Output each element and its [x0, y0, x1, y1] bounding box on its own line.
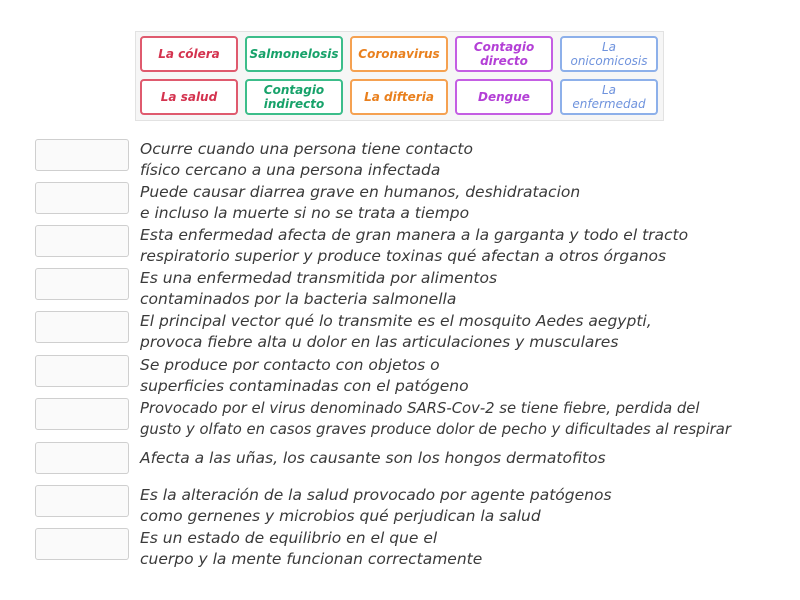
drop-slot[interactable]: [35, 528, 129, 560]
description-text: Ocurre cuando una persona tiene contacto físico cercano a una persona infectada: [140, 140, 473, 179]
tile-label: La salud: [160, 90, 218, 104]
tile-la-difteria[interactable]: [350, 79, 448, 115]
match-row: [35, 442, 795, 476]
match-row: [35, 311, 795, 351]
drop-slot[interactable]: [35, 225, 129, 257]
match-row: [35, 268, 795, 308]
tile-contagio-indirecto[interactable]: [245, 79, 343, 115]
tile-label: Dengue: [478, 90, 530, 104]
description-text: Es un estado de equilibrio en el que el cuerpo y la mente funcionan correctamente: [140, 529, 483, 568]
description-text: Es una enfermedad transmitida por alimentos contaminados por la bacteria salmonella: [140, 269, 498, 308]
drop-slot[interactable]: [35, 311, 129, 343]
drop-slot[interactable]: [35, 442, 129, 474]
tile-la-onicomicosis[interactable]: [560, 36, 658, 72]
tile-dengue[interactable]: [455, 79, 553, 115]
description-text: Es la alteración de la salud provocado por agente patógenos como gernenes y microbios qué perjudican la salud: [140, 486, 612, 525]
tile-la-salud[interactable]: [140, 79, 238, 115]
tile-label: La cólera: [158, 47, 220, 61]
tile-label: Contagio directo: [473, 40, 535, 68]
drop-slot[interactable]: [35, 398, 129, 430]
description-text: El principal vector qué lo transmite es el mosquito Aedes aegypti, provoca fiebre alta u dolor en las articulaciones y musculares: [140, 312, 652, 351]
description-text: Esta enfermedad afecta de gran manera a la garganta y todo el tracto respiratorio superior y produce toxinas qué afectan a otros órganos: [140, 226, 689, 265]
word-bank: [135, 31, 664, 121]
tile-label: La onicomicosis: [570, 40, 648, 68]
drop-slot[interactable]: [35, 182, 129, 214]
drop-slot[interactable]: [35, 355, 129, 387]
match-row: [35, 355, 795, 395]
tile-salmonelosis[interactable]: [245, 36, 343, 72]
drop-slot[interactable]: [35, 139, 129, 171]
drop-slot[interactable]: [35, 485, 129, 517]
tile-label: Contagio indirecto: [263, 83, 325, 111]
tile-contagio-directo[interactable]: [455, 36, 553, 72]
match-row: [35, 398, 795, 438]
tile-la-colera[interactable]: [140, 36, 238, 72]
description-text: Se produce por contacto con objetos o superficies contaminadas con el patógeno: [140, 356, 469, 395]
match-row: [35, 485, 795, 525]
tile-label: La difteria: [364, 90, 434, 104]
tile-la-enfermedad[interactable]: [560, 79, 658, 115]
match-row: [35, 225, 795, 265]
drop-slot[interactable]: [35, 268, 129, 300]
match-row: [35, 139, 795, 179]
match-row: [35, 182, 795, 222]
description-text: Puede causar diarrea grave en humanos, deshidratacion e incluso la muerte si no se trata a tiempo: [140, 183, 581, 222]
tile-label: La enfermedad: [572, 83, 646, 111]
match-row: [35, 528, 795, 568]
description-text: Provocado por el virus denominado SARS-Cov-2 se tiene fiebre, perdida del gusto y olfato en casos graves produce dolor de pecho y dificultades al respirar: [140, 400, 731, 438]
tile-label: Coronavirus: [358, 47, 440, 61]
description-text: Afecta a las uñas, los causante son los hongos dermatofitos: [140, 449, 606, 467]
tile-coronavirus[interactable]: [350, 36, 448, 72]
tile-label: Salmonelosis: [249, 47, 339, 61]
